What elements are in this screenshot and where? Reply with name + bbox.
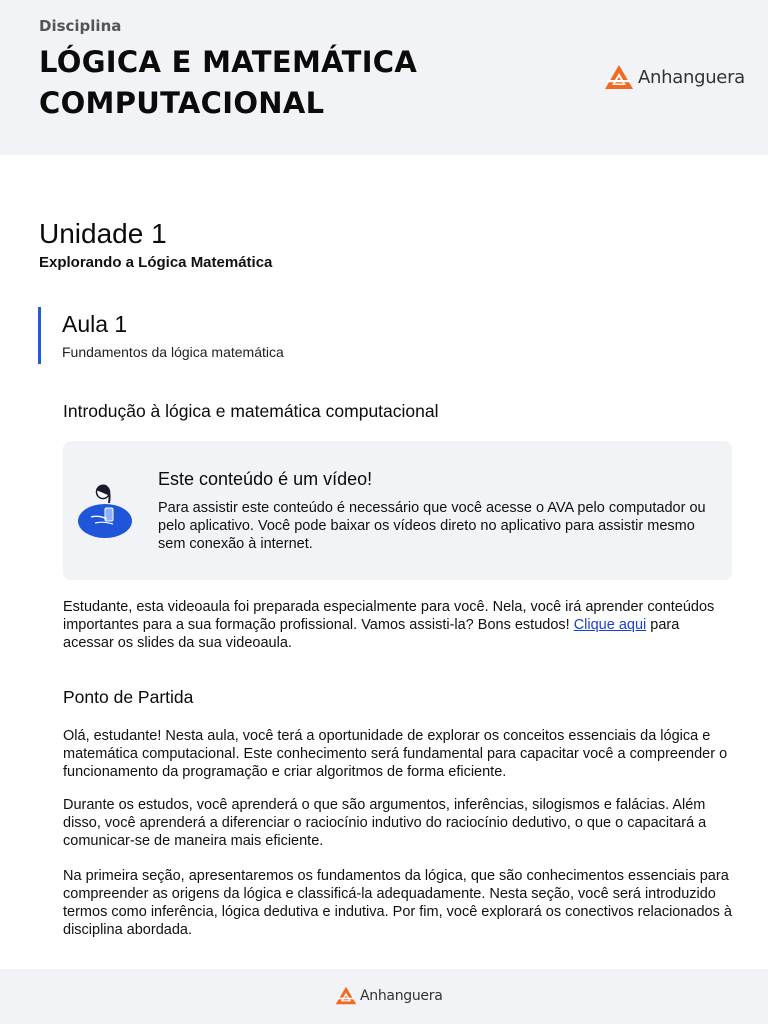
unit-subtitle: Explorando a Lógica Matemática [39,254,273,271]
student-note-link-suffix: para acessar os slides da sua videoaula. [63,617,680,651]
anhanguera-logo-icon [604,64,634,90]
video-notice-box [63,441,732,580]
footer-brand-logo [335,986,442,1005]
anhanguera-logo-icon [335,986,357,1005]
aula-accent-bar [38,307,41,364]
brand-name: Anhanguera [638,66,745,88]
video-notice-text: Para assistir este conteúdo é necessário que você acesse o AVA pelo computador ou pelo aplicativo. Você pode baixar os vídeos direto no aplicativo para assistir mesmo sem conexão à internet. [158,500,706,552]
aula-subtitle: Fundamentos da lógica matemática [62,344,284,360]
discipline-title: LÓGICA E MATEMÁTICA COMPUTACIONAL [39,45,418,120]
discipline-label: Disciplina [39,17,122,35]
student-note-text: Estudante, esta videoaula foi preparada especialmente para você. Nela, você irá aprender conteúdos importantes para a sua formação profissional. Vamos assisti-la? Bons estudos! [63,599,715,633]
student-note [63,598,733,652]
ponto-paragraph-3: Na primeira seção, apresentaremos os fundamentos da lógica, que são conhecimentos essenciais para compreender as origens da lógica e classificá-la adequadamente. Nesta seção, você será introduzido termos como inferência, lógica dedutiva e indutiva. Por fim, você explorará os conectivos relacionados à disciplina abordada. [63,868,732,938]
slides-link[interactable]: Clique aqui [573,617,647,633]
video-notice-title: Este conteúdo é um vídeo! [158,469,373,489]
person-with-phone-icon [73,481,135,539]
page-header [0,0,768,155]
brand-logo [604,64,745,90]
ponto-de-partida-title: Ponto de Partida [63,687,194,707]
ponto-paragraph-1: Olá, estudante! Nesta aula, você terá a oportunidade de explorar os conceitos essenciais da lógica e matemática computacional. Este conhecimento será fundamental para capacitar você a compreender o funcionamento da programação e criar algoritmos de forma eficiente. [63,728,728,780]
aula-title: Aula 1 [62,311,128,337]
intro-section-title: Introdução à lógica e matemática computacional [63,401,439,421]
unit-title: Unidade 1 [39,218,167,249]
ponto-paragraph-2: Durante os estudos, você aprenderá o que são argumentos, inferências, silogismos e falácias. Além disso, você aprenderá a diferenciar o raciocínio indutivo do raciocínio dedutivo, o que o capacitará a comunicar-se de maneira mais eficiente. [63,797,707,849]
footer-brand-name: Anhanguera [360,987,443,1004]
